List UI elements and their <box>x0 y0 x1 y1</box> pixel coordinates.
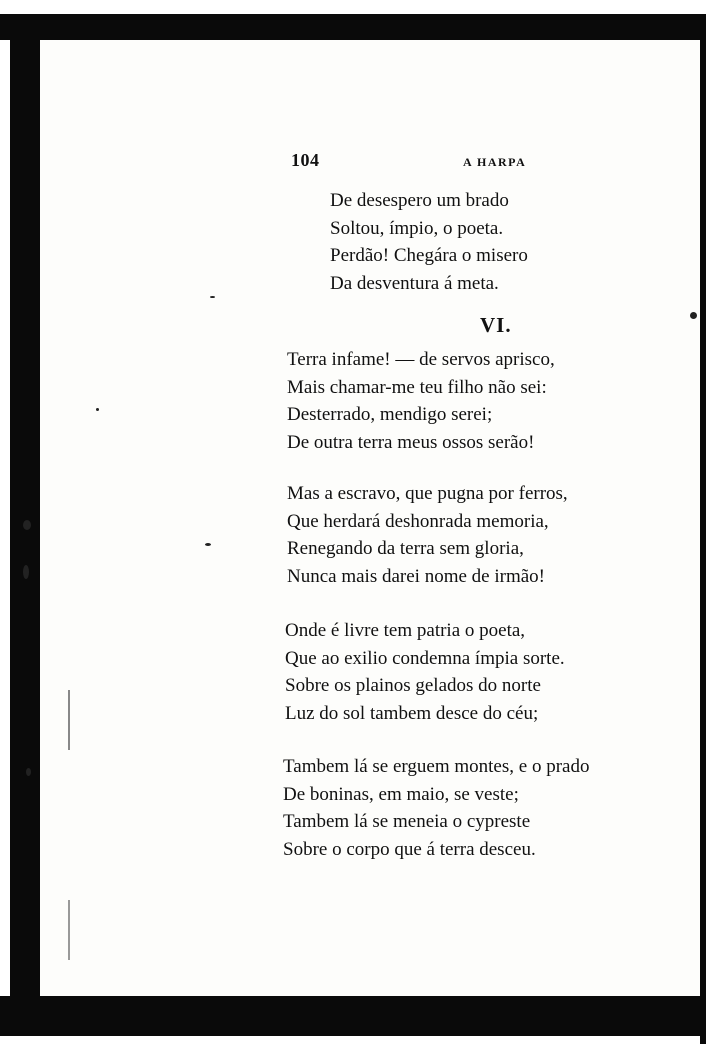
verse-line: Da desventura á meta. <box>330 272 499 294</box>
scan-speck <box>23 565 29 579</box>
scan-speck <box>690 312 697 319</box>
scan-speck <box>68 690 70 750</box>
scan-speck <box>96 408 99 411</box>
verse-line: Que ao exilio condemna ímpia sorte. <box>285 647 565 669</box>
verse-line: Sobre o corpo que á terra desceu. <box>283 838 536 860</box>
verse-line: De boninas, em maio, se veste; <box>283 783 519 805</box>
stanza-1 <box>330 187 528 297</box>
verse-line: Luz do sol tambem desce do céu; <box>285 702 539 724</box>
verse-line: Renegando da terra sem gloria, <box>287 538 524 559</box>
verse-line: Mais chamar-me teu filho não sei: <box>287 376 547 398</box>
stanza-2 <box>287 346 555 456</box>
verse-line: Perdão! Chegára o misero <box>330 245 528 266</box>
section-numeral: VI. <box>480 313 512 337</box>
running-title: A HARPA <box>463 155 527 169</box>
running-header <box>291 150 571 174</box>
scan-speck <box>26 768 31 776</box>
verse-line: De outra terra meus ossos serão! <box>287 431 535 453</box>
verse-line: Tambem lá se meneia o cypreste <box>283 811 531 832</box>
verse-line: Nunca mais darei nome de irmão! <box>287 565 545 587</box>
page-number: 104 <box>291 150 320 170</box>
scan-speck <box>210 296 215 298</box>
stanza-4 <box>285 617 565 727</box>
verse-line: Soltou, ímpio, o poeta. <box>330 217 504 239</box>
verse-line: Mas a escravo, que pugna por ferros, <box>287 483 568 504</box>
verse-line: Desterrado, mendigo serei; <box>287 404 493 425</box>
scan-speck <box>23 520 31 530</box>
scan-border-top <box>0 14 706 40</box>
verse-line: Tambem lá se erguem montes, e o prado <box>283 756 590 777</box>
scan-speck <box>68 900 70 960</box>
scan-speck <box>205 543 211 546</box>
verse-line: Onde é livre tem patria o poeta, <box>285 620 526 641</box>
stanza-3 <box>287 480 568 590</box>
scan-border-right <box>700 14 706 1044</box>
verse-line: Sobre os plainos gelados do norte <box>285 675 541 696</box>
verse-line: De desespero um brado <box>330 190 509 211</box>
verse-line: Que herdará deshonrada memoria, <box>287 510 549 532</box>
stanza-5 <box>283 753 589 863</box>
verse-line: Terra infame! — de servos aprisco, <box>287 349 555 370</box>
scan-border-bottom <box>0 996 706 1036</box>
